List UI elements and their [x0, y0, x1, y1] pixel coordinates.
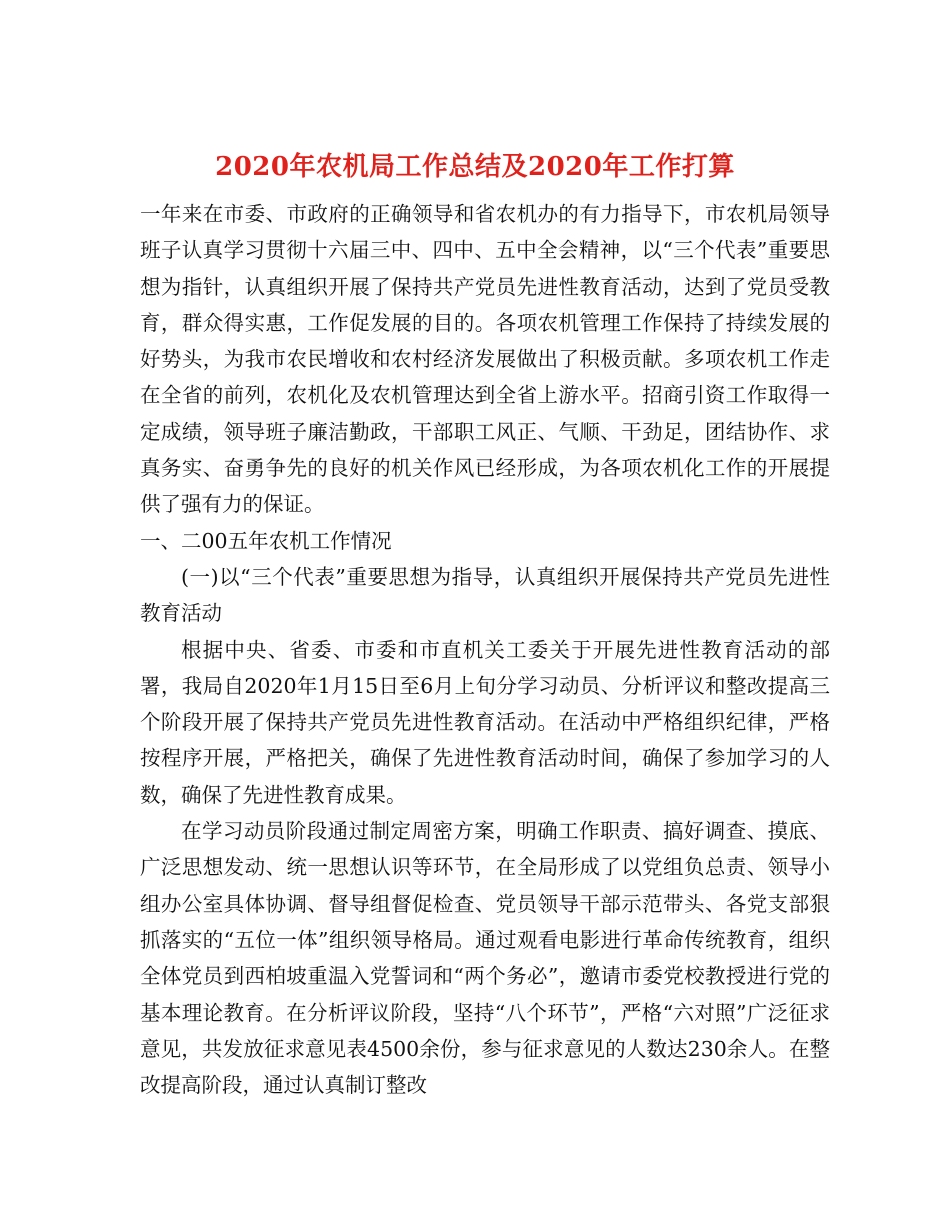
body-paragraph: 根据中央、省委、市委和市直机关工委关于开展先进性教育活动的部署，我局自2020年1月15日至6月上旬分学习动员、分析评议和整改提高三个阶段开展了保持共产党员先进性教育活动。在活动中严格组织纪律，严格按程序开展，严格把关，确保了先进性教育活动时间，确保了参加学习的人数，确保了先进性教育成果。: [140, 637, 830, 807]
intro-paragraph: 一年来在市委、市政府的正确领导和省农机办的有力指导下，市农机局领导班子认真学习贯彻十六届三中、四中、五中全会精神，以“三个代表”重要思想为指针，认真组织开展了保持共产党员先进性教育活动，达到了党员受教育，群众得实惠，工作促发展的目的。各项农机管理工作保持了持续发展的好势头，为我市农民增收和农村经济发展做出了积极贡献。多项农机工作走在全省的前列，农机化及农机管理达到全省上游水平。招商引资工作取得一定成绩，领导班子廉洁勤政，干部职工风正、气顺、干劲足，团结协作、求真务实、奋勇争先的良好的机关作风已经形成，为各项农机化工作的开展提供了强有力的保证。: [140, 202, 830, 517]
document-body: [140, 196, 830, 1103]
body-paragraph: 在学习动员阶段通过制定周密方案，明确工作职责、搞好调查、摸底、广泛思想发动、统一思想认识等环节，在全局形成了以党组负总责、领导小组办公室具体协调、督导组督促检查、党员领导干部示范带头、各党支部狠抓落实的“五位一体”组织领导格局。通过观看电影进行革命传统教育，组织全体党员到西柏坡重温入党誓词和“两个务必”，邀请市委党校教授进行党的基本理论教育。在分析评议阶段，坚持“八个环节”，严格“六对照”广泛征求意见，共发放征求意见表4500余份，参与征求意见的人数达230余人。在整改提高阶段，通过认真制订整改: [140, 819, 830, 1098]
section-heading: 一、二00五年农机工作情况: [140, 528, 392, 553]
subsection-heading: (一)以“三个代表”重要思想为指导，认真组织开展保持共产党员先进性教育活动: [140, 564, 830, 626]
document-title: 2020年农机局工作总结及2020年工作打算: [215, 152, 735, 183]
